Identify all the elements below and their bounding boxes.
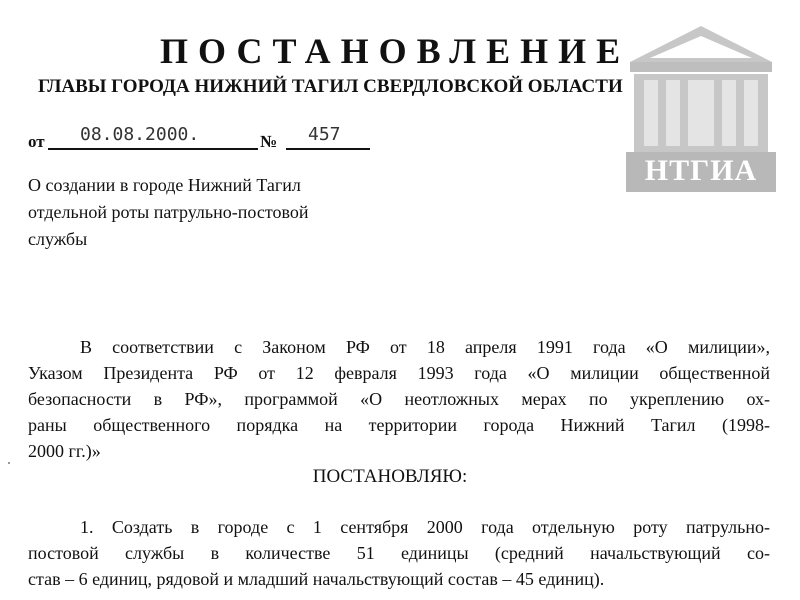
paragraph-line: раны общественного порядка на территории города Нижний Тагил (1998- [28,415,770,435]
logo-text: НТГИА [644,154,758,187]
decree-item-1 [28,514,770,592]
document-subtitle: ГЛАВЫ ГОРОДА НИЖНИЙ ТАГИЛ СВЕРДЛОВСКОЙ ОБЛАСТИ [38,76,623,97]
number-field [286,126,370,150]
paragraph-line: Указом Президента РФ от 12 февраля 1993 года «О милиции общественной [28,363,770,383]
paragraph-line: став – 6 единиц, рядовой и младший начальствующий состав – 45 единиц). [28,569,605,589]
number-label: № [260,132,278,151]
archive-watermark-logo [626,22,776,192]
paragraph-line: безопасности в РФ», программой «О неотложных мерах по укреплению ох- [28,389,770,409]
paragraph-line: 2000 гг.)» [28,441,101,461]
date-value: 08.08.2000. [80,124,200,145]
date-label: от [28,132,45,151]
preamble-paragraph [28,334,770,464]
number-value: 457 [308,124,341,145]
decree-heading-text: ПОСТАНОВЛЯЮ: [312,466,468,487]
subject-line: службы [28,229,88,249]
scan-speck [8,462,10,464]
date-field [48,126,258,150]
subject-line: отдельной роты патрульно-постовой [28,202,309,222]
decree-heading [0,466,800,488]
paragraph-line: В соответствии с Законом РФ от 18 апреля 1991 года «О милиции», [80,337,770,357]
document-subject [28,172,408,253]
subject-line: О создании в городе Нижний Тагил [28,175,301,195]
paragraph-line: 1. Создать в городе с 1 сентября 2000 года отдельную роту патрульно- [80,517,770,537]
paragraph-line: постовой службы в количестве 51 единицы (средний начальствующий со- [28,543,770,563]
document-title: ПОСТАНОВЛЕНИЕ [160,31,631,71]
